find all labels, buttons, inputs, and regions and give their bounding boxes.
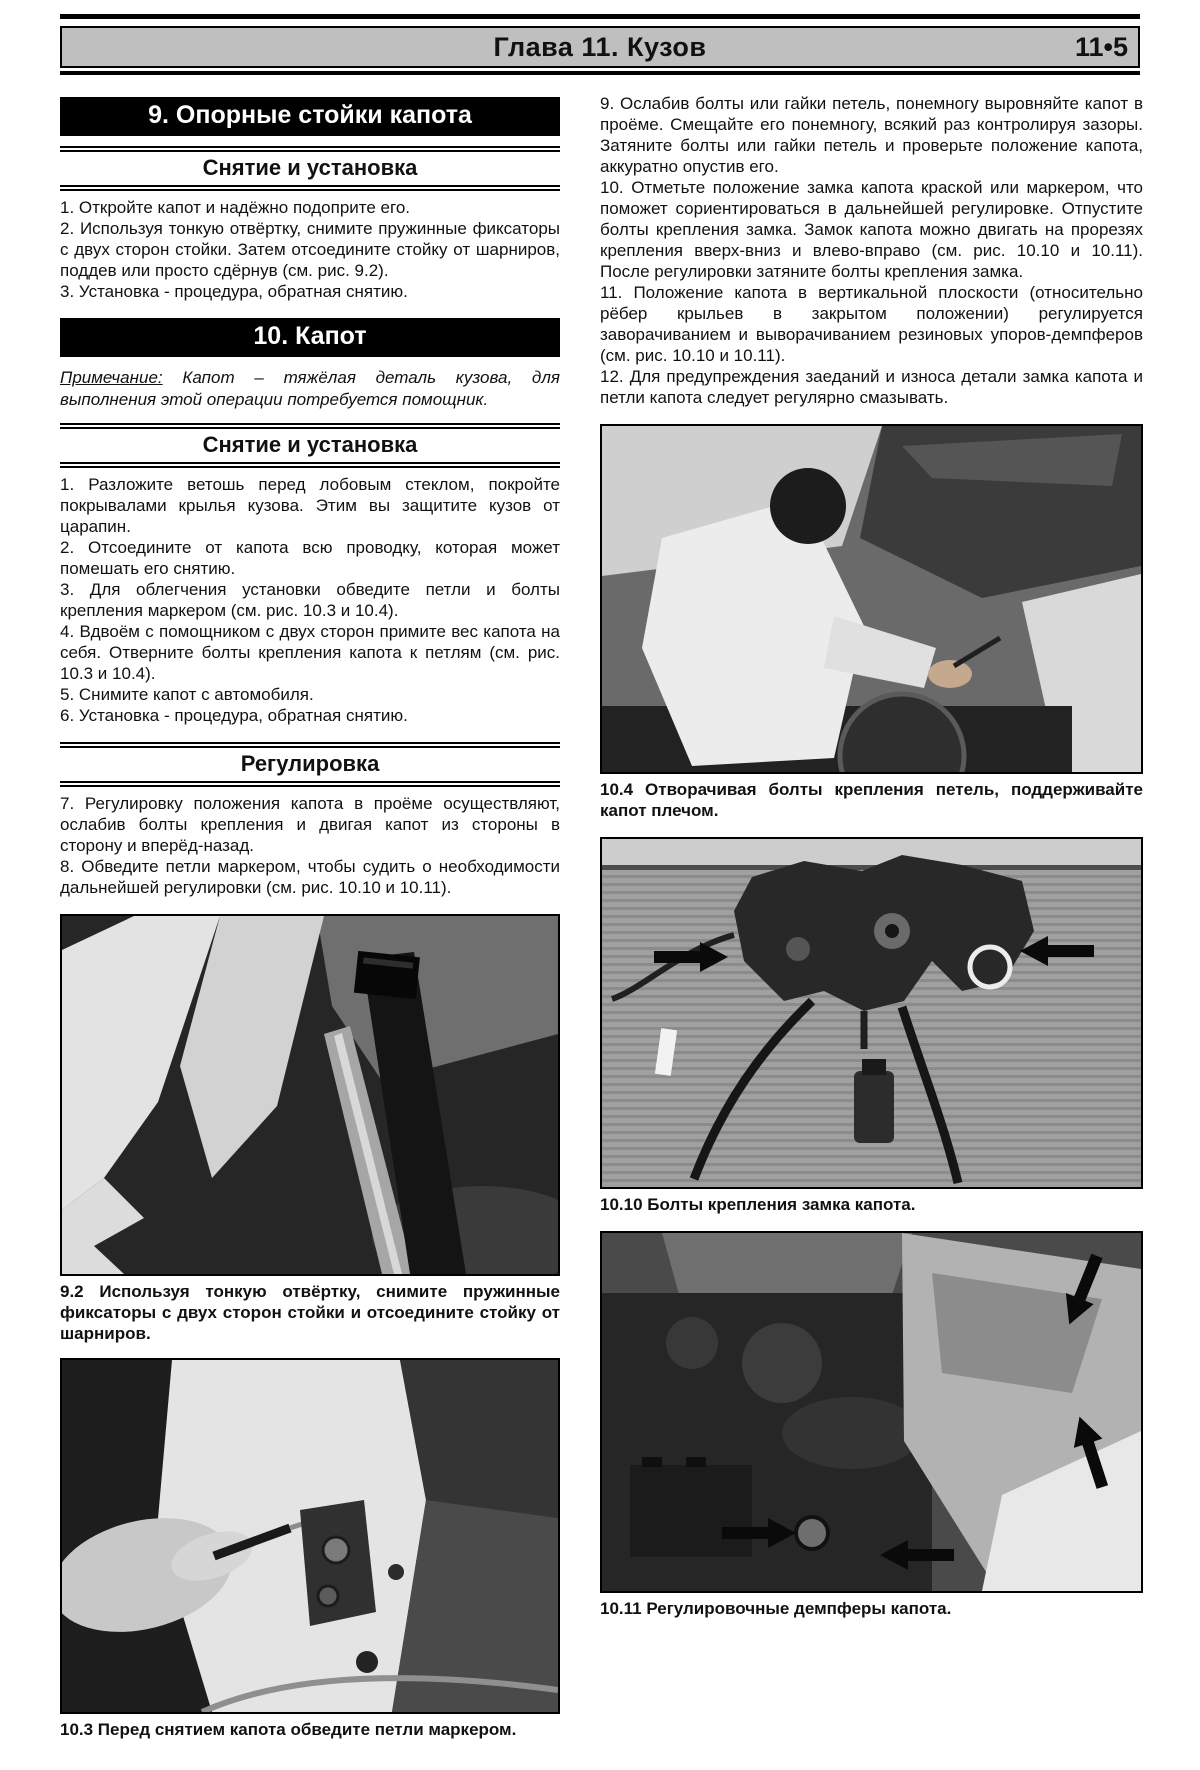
figure-10-4-photo <box>600 424 1143 774</box>
step-paragraph: 9. Ослабив болты или гайки петель, понемногу выровняйте капот в проёме. Смещайте его понемногу, всякий раз контролируя зазоры. Затяните болты или гайки петель и проверьте положение капота, аккуратно опустив его. <box>600 94 1143 176</box>
figure-9-2-caption: 9.2 Используя тонкую отвёртку, снимите пружинные фиксаторы с двух сторон стойки и отсоедините стойку от шарниров. <box>60 1282 560 1343</box>
chapter-header-bar <box>60 26 1140 68</box>
note-label: Примечание: <box>60 368 163 387</box>
figure-10-4-caption: 10.4 Отворачивая болты крепления петель, поддерживайте капот плечом. <box>600 780 1143 820</box>
two-column-layout <box>60 93 1143 1740</box>
step-paragraph: 10. Отметьте положение замка капота краской или маркером, что поможет сориентироваться в дальнейшей регулировке. Отпустите болты крепления замка. Замок капота можно двигать на прорезях крепления вверх-вниз и влево-вправо (см. рис. 10.10 и 10.11). После регулировки затяните болты крепления замка. <box>600 178 1143 281</box>
figure-10-11 <box>600 1231 1143 1619</box>
mechanic-supporting-hood-photo-illustration <box>602 426 1141 772</box>
page-header <box>60 14 1140 75</box>
figure-10-10-photo <box>600 837 1143 1189</box>
step-paragraph: 1. Откройте капот и надёжно подоприте его. <box>60 198 411 217</box>
header-top-rule <box>60 14 1140 19</box>
step-paragraph: 12. Для предупреждения заеданий и износа детали замка капота и петли капота следует регулярно смазывать. <box>600 367 1143 407</box>
hood-damper-adjusters-photo-illustration <box>602 1233 1141 1591</box>
section-10-title: 10. Капот <box>60 318 560 357</box>
section-10-adjust-steps <box>60 793 560 898</box>
figure-10-11-caption: 10.11 Регулировочные демпферы капота. <box>600 1599 952 1618</box>
hood-hinge <box>300 1500 376 1626</box>
figure-10-3-photo <box>60 1358 560 1714</box>
note-text: Капот – тяжёлая деталь кузова, для выполнения этой операции потребуется помощник. <box>60 368 560 409</box>
figure-10-10-caption: 10.10 Болты крепления замка капота. <box>600 1195 916 1214</box>
section-9-title: 9. Опорные стойки капота <box>60 97 560 136</box>
section-10-right-steps <box>600 93 1143 408</box>
left-column <box>60 93 560 1740</box>
chapter-title: Глава 11. Кузов <box>493 31 707 62</box>
figure-9-2 <box>60 914 560 1344</box>
step-paragraph: 2. Отсоедините от капота всю проводку, которая может помешать его снятию. <box>60 538 560 578</box>
hood-strut-clip-photo-illustration <box>62 916 558 1274</box>
step-paragraph: 5. Снимите капот с автомобиля. <box>60 685 314 704</box>
hood-hinge-marking-photo-illustration <box>62 1360 558 1712</box>
step-paragraph: 1. Разложите ветошь перед лобовым стеклом, покройте покрывалами крылья кузова. Этим вы защитите кузов от царапин. <box>60 475 560 536</box>
figure-10-3 <box>60 1358 560 1740</box>
figure-10-4 <box>600 424 1143 821</box>
section-10-note <box>60 367 560 411</box>
step-paragraph: 8. Обведите петли маркером, чтобы судить о необходимости дальнейшей регулировки (см. рис. 10.10 и 10.11). <box>60 857 560 897</box>
step-paragraph: 7. Регулировку положения капота в проёме осуществляют, ослабив болты крепления и двигая капот из стороны в сторону и вперёд-назад. <box>60 794 560 855</box>
right-column <box>600 93 1143 1740</box>
figure-10-10 <box>600 837 1143 1215</box>
section-10-subheading-adjust: Регулировка <box>60 742 560 787</box>
step-paragraph: 3. Установка - процедура, обратная снятию. <box>60 282 408 301</box>
section-10-removal-steps <box>60 474 560 726</box>
step-paragraph: 6. Установка - процедура, обратная снятию. <box>60 706 408 725</box>
page-number: 11•5 <box>1074 31 1128 62</box>
section-9-subheading-removal: Снятие и установка <box>60 146 560 191</box>
figure-10-3-caption: 10.3 Перед снятием капота обведите петли маркером. <box>60 1720 517 1739</box>
header-bottom-rule <box>60 71 1140 75</box>
hood-latch-assembly <box>734 855 1034 1011</box>
spring-clip <box>354 951 420 999</box>
hood-latch-bolts-photo-illustration <box>602 839 1141 1187</box>
step-paragraph: 2. Используя тонкую отвёртку, снимите пружинные фиксаторы с двух сторон стойки. Затем отсоедините стойку от шарниров, поддев или просто сдёрнув (см. рис. 9.2). <box>60 219 560 280</box>
section-10-subheading-removal: Снятие и установка <box>60 423 560 468</box>
step-paragraph: 3. Для облегчения установки обведите петли и болты крепления маркером (см. рис. 10.3 и 10.4). <box>60 580 560 620</box>
step-paragraph: 4. Вдвоём с помощником с двух сторон примите вес капота на себя. Отверните болты крепления капота к петлям (см. рис. 10.3 и 10.4). <box>60 622 560 683</box>
figure-9-2-photo <box>60 914 560 1276</box>
figure-10-11-photo <box>600 1231 1143 1593</box>
step-paragraph: 11. Положение капота в вертикальной плоскости (относительно рёбер крыльев в закрытом положении) регулируется заворачиванием и выворачиванием резиновых упоров-демпферов (см. рис. 10.10 и 10.11). <box>600 283 1143 365</box>
section-9-steps <box>60 197 560 302</box>
